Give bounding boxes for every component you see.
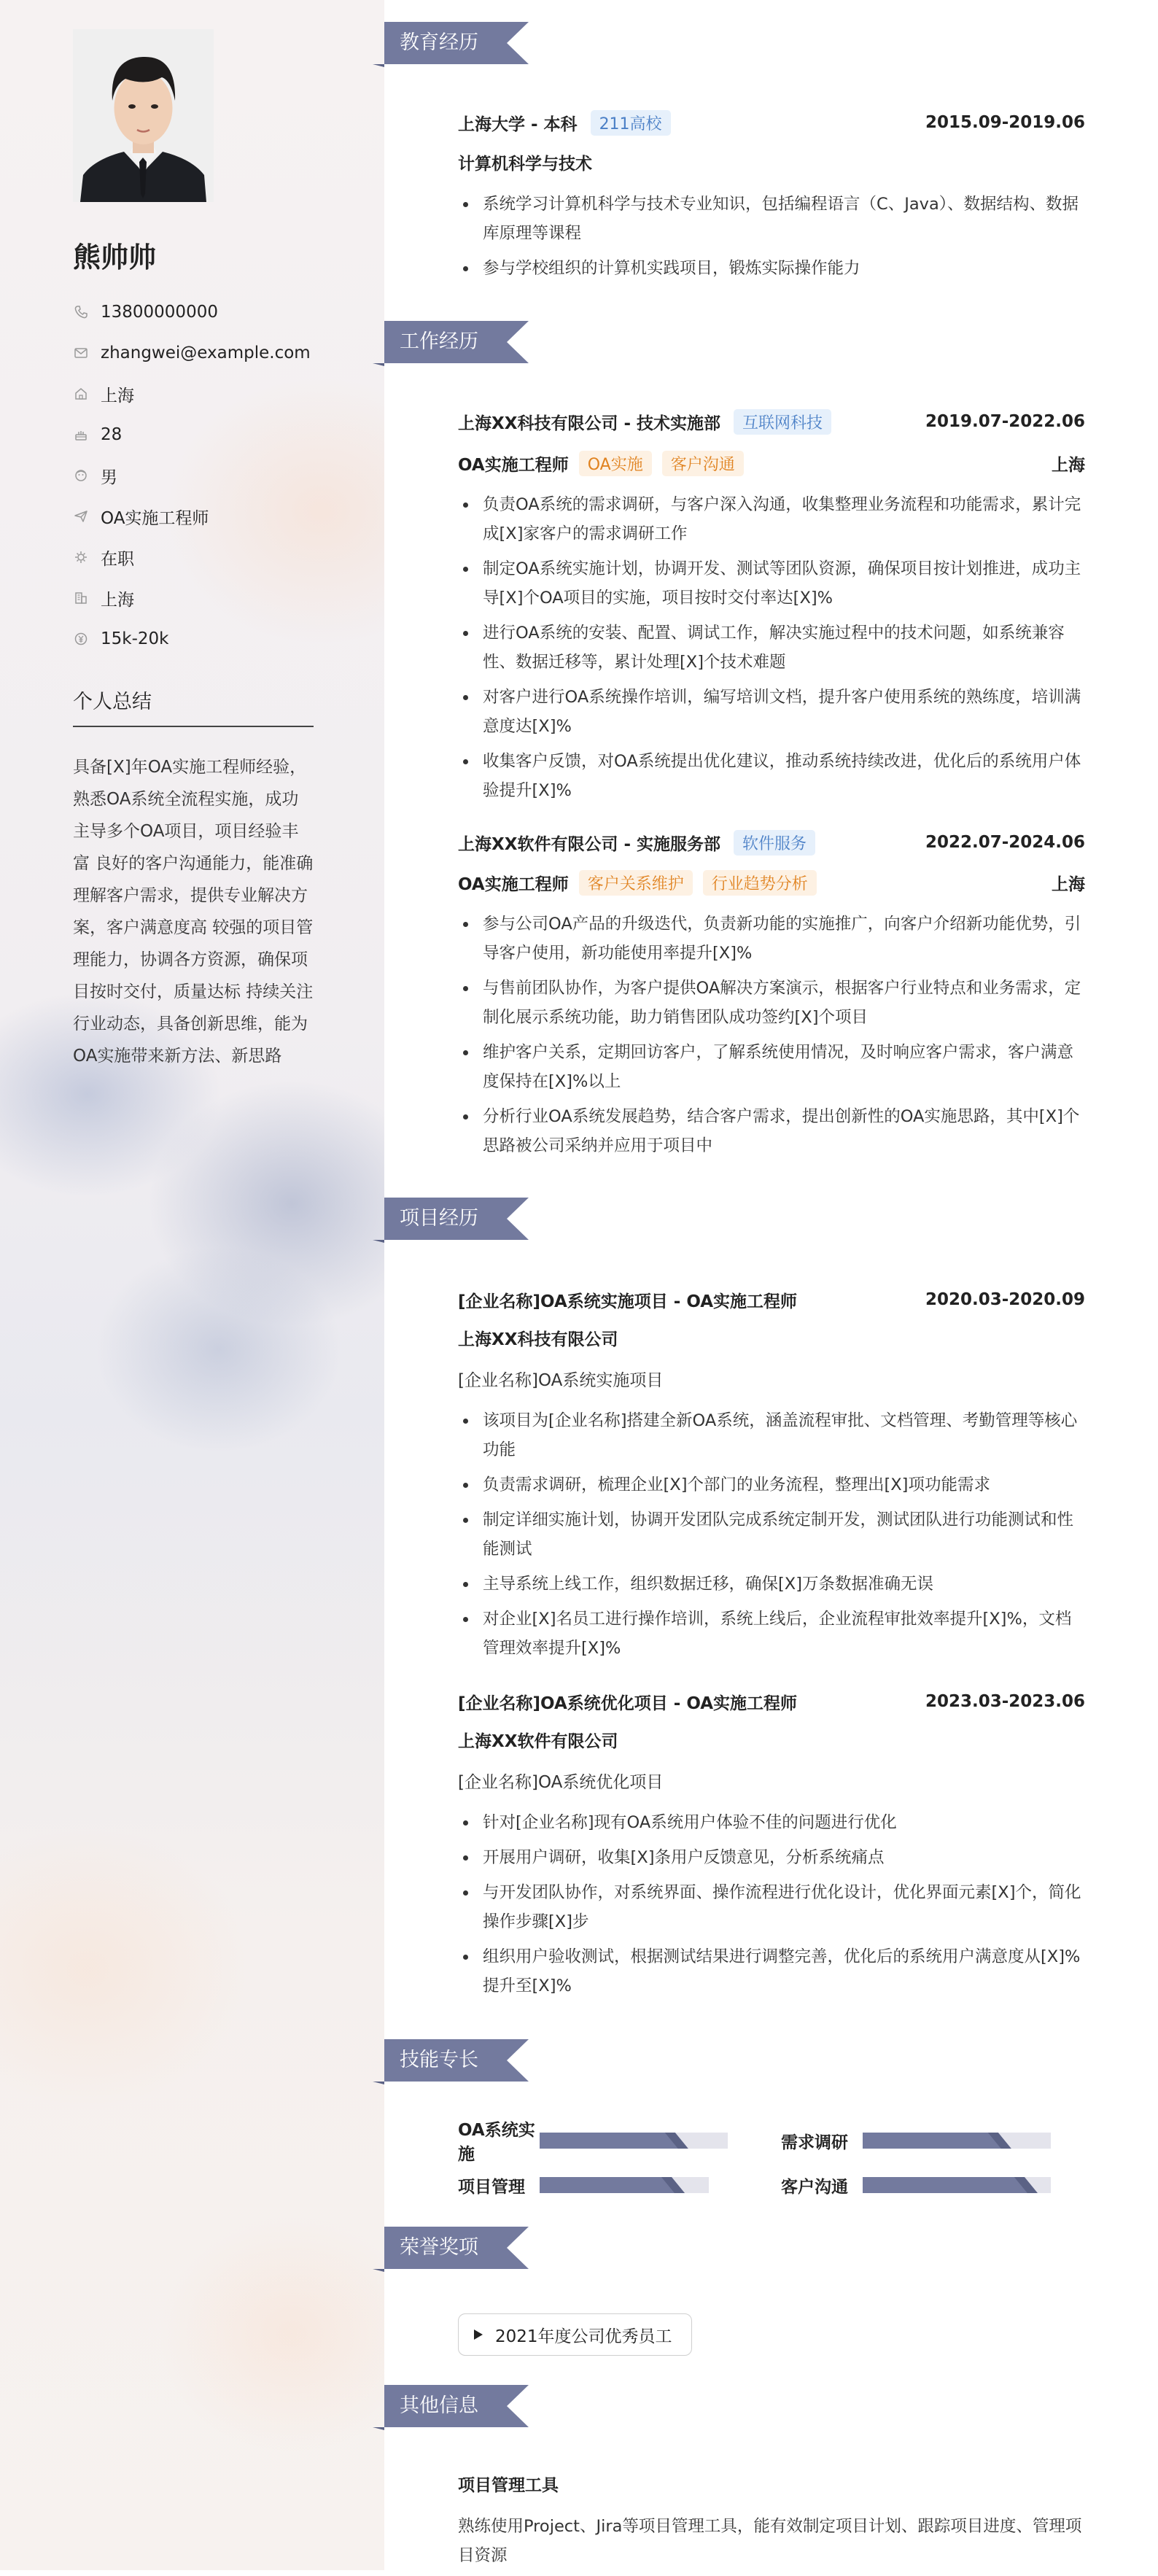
skill-bar-fill — [540, 2133, 688, 2149]
list-item: 制定详细实施计划，协调开发团队完成系统定制开发，测试团队进行功能测试和性能测试 — [458, 1505, 1085, 1564]
skill-name: 项目管理 — [458, 2177, 525, 2197]
building-icon — [73, 590, 89, 606]
list-item: 该项目为[企业名称]搭建全新OA系统，涵盖流程审批、文档管理、考勤管理等核心功能 — [458, 1406, 1085, 1464]
age-icon — [73, 427, 89, 443]
list-item: 与售前团队协作，为客户提供OA解决方案演示，根据客户行业特点和业务需求，定制化展示系统功能，助力销售团队成功签约[X]个项目 — [458, 974, 1085, 1032]
project-1-name: [企业名称]OA系统优化项目 — [458, 1773, 664, 1792]
skill-item — [781, 2172, 1051, 2198]
section-title-education: 教育经历 — [400, 31, 478, 54]
section-header-work — [373, 321, 529, 366]
info-salary-text: 15k-20k — [101, 629, 169, 648]
info-position — [73, 496, 311, 537]
list-item: 开展用户调研，收集[X]条用户反馈意见，分析系统痛点 — [458, 1843, 1085, 1872]
project-1-bullets — [458, 1808, 1085, 2006]
status-icon — [73, 549, 89, 565]
work-0-role: OA实施工程师 — [458, 455, 569, 475]
section-title-awards: 荣誉奖项 — [400, 2236, 478, 2259]
work-1-role: OA实施工程师 — [458, 874, 569, 894]
education-tag: 211高校 — [591, 110, 671, 136]
send-icon — [73, 508, 89, 524]
work-1-company: 上海XX软件有限公司 - 实施服务部 — [458, 834, 721, 854]
education-header-row — [458, 108, 1085, 137]
list-item: 参与学校组织的计算机实践项目，锻炼实际操作能力 — [458, 254, 1085, 283]
info-status — [73, 537, 311, 578]
info-email — [73, 333, 311, 373]
profile-name: 熊帅帅 — [73, 241, 157, 273]
list-item: 参与公司OA产品的升级迭代，负责新功能的实施推广，向客户介绍新功能优势，引导客户使用，新功能使用率提升[X]% — [458, 909, 1085, 968]
work-0-skill-tag: 客户沟通 — [662, 451, 744, 476]
skill-level-bar — [540, 2177, 709, 2193]
info-gender — [73, 455, 311, 496]
project-1-company: 上海XX软件有限公司 — [458, 1732, 618, 1751]
work-0-skill-tag: OA实施 — [579, 451, 652, 476]
work-1-header-row — [458, 828, 1085, 857]
other-title: 项目管理工具 — [458, 2476, 559, 2495]
project-0-title: [企业名称]OA系统实施项目 - OA实施工程师 — [458, 1292, 798, 1311]
project-0-header-row — [458, 1285, 1085, 1314]
info-location-text: 上海 — [101, 386, 134, 406]
project-0-bullets — [458, 1406, 1085, 1669]
list-item: 针对[企业名称]现有OA系统用户体验不佳的问题进行优化 — [458, 1808, 1085, 1837]
work-0-header-row — [458, 407, 1085, 436]
work-0-company: 上海XX科技有限公司 - 技术实施部 — [458, 414, 721, 433]
list-item: 负责OA系统的需求调研，与客户深入沟通，收集整理业务流程和功能需求，累计完成[X]家客户的需求调研工作 — [458, 490, 1085, 548]
section-title-skills: 技能专长 — [400, 2049, 478, 2071]
info-city — [73, 578, 311, 618]
info-phone — [73, 292, 311, 333]
info-age — [73, 414, 311, 455]
section-header-other — [373, 2385, 529, 2430]
work-0-bullets — [458, 490, 1085, 811]
project-1-dates: 2023.03-2023.06 — [925, 1692, 1085, 1711]
info-location — [73, 373, 311, 414]
skill-name: OA系统实施 — [458, 2121, 535, 2164]
education-dates: 2015.09-2019.06 — [925, 113, 1085, 132]
education-school: 上海大学 - 本科 — [458, 115, 578, 134]
info-city-text: 上海 — [101, 590, 134, 610]
skill-item — [458, 2121, 728, 2164]
info-gender-text: 男 — [101, 468, 117, 487]
list-item: 对客户进行OA系统操作培训，编写培训文档，提升客户使用系统的熟练度，培训满意度达[X]% — [458, 683, 1085, 741]
skill-bar-fill — [540, 2177, 685, 2193]
award-item[interactable] — [458, 2313, 692, 2356]
other-text: 熟练使用Project、Jira等项目管理工具，能有效制定项目计划、跟踪项目进度、管理项目资源 — [458, 2517, 1082, 2565]
work-1-dates: 2022.07-2024.06 — [925, 833, 1085, 852]
summary-divider — [73, 726, 314, 727]
education-bullets — [458, 190, 1085, 289]
skill-bar-fill — [863, 2133, 1011, 2149]
sidebar — [0, 0, 384, 2570]
list-item: 收集客户反馈，对OA系统提出优化建议，推动系统持续改进，优化后的系统用户体验提升[X]% — [458, 747, 1085, 805]
project-0-name: [企业名称]OA系统实施项目 — [458, 1371, 664, 1390]
list-item: 主导系统上线工作，组织数据迁移，确保[X]万条数据准确无误 — [458, 1570, 1085, 1599]
list-item: 对企业[X]名员工进行操作培训，系统上线后，企业流程审批效率提升[X]%，文档管理效率提升[X]% — [458, 1605, 1085, 1663]
skill-item — [781, 2127, 1051, 2154]
section-title-work: 工作经历 — [400, 330, 478, 353]
skill-bar-fill — [863, 2177, 1038, 2193]
work-1-skill-tag: 行业趋势分析 — [703, 870, 817, 896]
skill-level-bar — [863, 2177, 1051, 2193]
work-1-bullets — [458, 909, 1085, 1166]
work-0-city: 上海 — [1052, 455, 1085, 475]
info-status-text: 在职 — [101, 549, 134, 569]
section-header-skills — [373, 2039, 529, 2084]
summary-text: 具备[X]年OA实施工程师经验，熟悉OA系统全流程实施，成功主导多个OA项目，项目经验丰富 良好的客户沟通能力，能准确理解客户需求，提供专业解决方案，客户满意度高 较强的项目管理能力，协调各方资源，确保项目按时交付，质量达标 持续关注行业动态，具备创新思维，能为OA实施带来新方法、新思路 — [73, 758, 314, 1066]
skill-name: 需求调研 — [781, 2133, 848, 2152]
list-item: 与开发团队协作，对系统界面、操作流程进行优化设计，优化界面元素[X]个，简化操作步骤[X]步 — [458, 1878, 1085, 1936]
info-position-text: OA实施工程师 — [101, 508, 209, 528]
section-title-projects: 项目经历 — [400, 1207, 478, 1230]
play-icon — [473, 2329, 483, 2340]
section-header-awards — [373, 2227, 529, 2272]
list-item: 系统学习计算机科学与技术专业知识，包括编程语言（C、Java）、数据结构、数据库原理等课程 — [458, 190, 1085, 248]
info-age-text: 28 — [101, 425, 123, 444]
contact-info-list — [73, 292, 311, 659]
skill-level-bar — [540, 2133, 728, 2149]
work-1-role-row — [458, 868, 1085, 897]
project-0-dates: 2020.03-2020.09 — [925, 1290, 1085, 1309]
project-0-company: 上海XX科技有限公司 — [458, 1330, 618, 1349]
work-0-industry-tag: 互联网科技 — [734, 409, 831, 435]
list-item: 维护客户关系，定期回访客户，了解系统使用情况，及时响应客户需求，客户满意度保持在[X]%以上 — [458, 1038, 1085, 1096]
other-text-block — [458, 2512, 1085, 2576]
skill-item — [458, 2172, 709, 2198]
section-title-other: 其他信息 — [400, 2394, 478, 2417]
info-phone-text: 13800000000 — [101, 303, 218, 322]
section-header-education — [373, 22, 529, 67]
project-1-title: [企业名称]OA系统优化项目 - OA实施工程师 — [458, 1694, 798, 1713]
list-item: 组织用户验收测试，根据测试结果进行调整完善，优化后的系统用户满意度从[X]%提升至[X]% — [458, 1942, 1085, 2001]
gender-icon — [73, 468, 89, 484]
list-item: 制定OA系统实施计划，协调开发、测试等团队资源，确保项目按计划推进，成功主导[X]个OA项目的实施，项目按时交付率达[X]% — [458, 554, 1085, 613]
skill-name: 客户沟通 — [781, 2177, 848, 2197]
work-1-industry-tag: 软件服务 — [734, 830, 815, 856]
mail-icon — [73, 345, 89, 361]
list-item: 负责需求调研，梳理企业[X]个部门的业务流程，整理出[X]项功能需求 — [458, 1470, 1085, 1500]
avatar — [73, 29, 214, 202]
salary-icon — [73, 631, 89, 647]
summary-title: 个人总结 — [73, 691, 152, 713]
work-0-role-row — [458, 449, 1085, 478]
education-major: 计算机科学与技术 — [458, 155, 592, 174]
home-icon — [73, 386, 89, 402]
award-text: 2021年度公司优秀员工 — [495, 2327, 672, 2346]
info-email-text: zhangwei@example.com — [101, 344, 311, 362]
work-1-skill-tag: 客户关系维护 — [579, 870, 693, 896]
section-header-projects — [373, 1198, 529, 1243]
project-1-header-row — [458, 1687, 1085, 1716]
work-1-city: 上海 — [1052, 874, 1085, 894]
info-salary — [73, 618, 311, 659]
phone-icon — [73, 304, 89, 320]
skill-level-bar — [863, 2133, 1051, 2149]
list-item: 进行OA系统的安装、配置、调试工作，解决实施过程中的技术问题，如系统兼容性、数据迁移等，累计处理[X]个技术难题 — [458, 618, 1085, 677]
list-item: 分析行业OA系统发展趋势，结合客户需求，提出创新性的OA实施思路，其中[X]个思路被公司采纳并应用于项目中 — [458, 1102, 1085, 1160]
profile-photo — [73, 29, 214, 202]
work-0-dates: 2019.07-2022.06 — [925, 412, 1085, 431]
